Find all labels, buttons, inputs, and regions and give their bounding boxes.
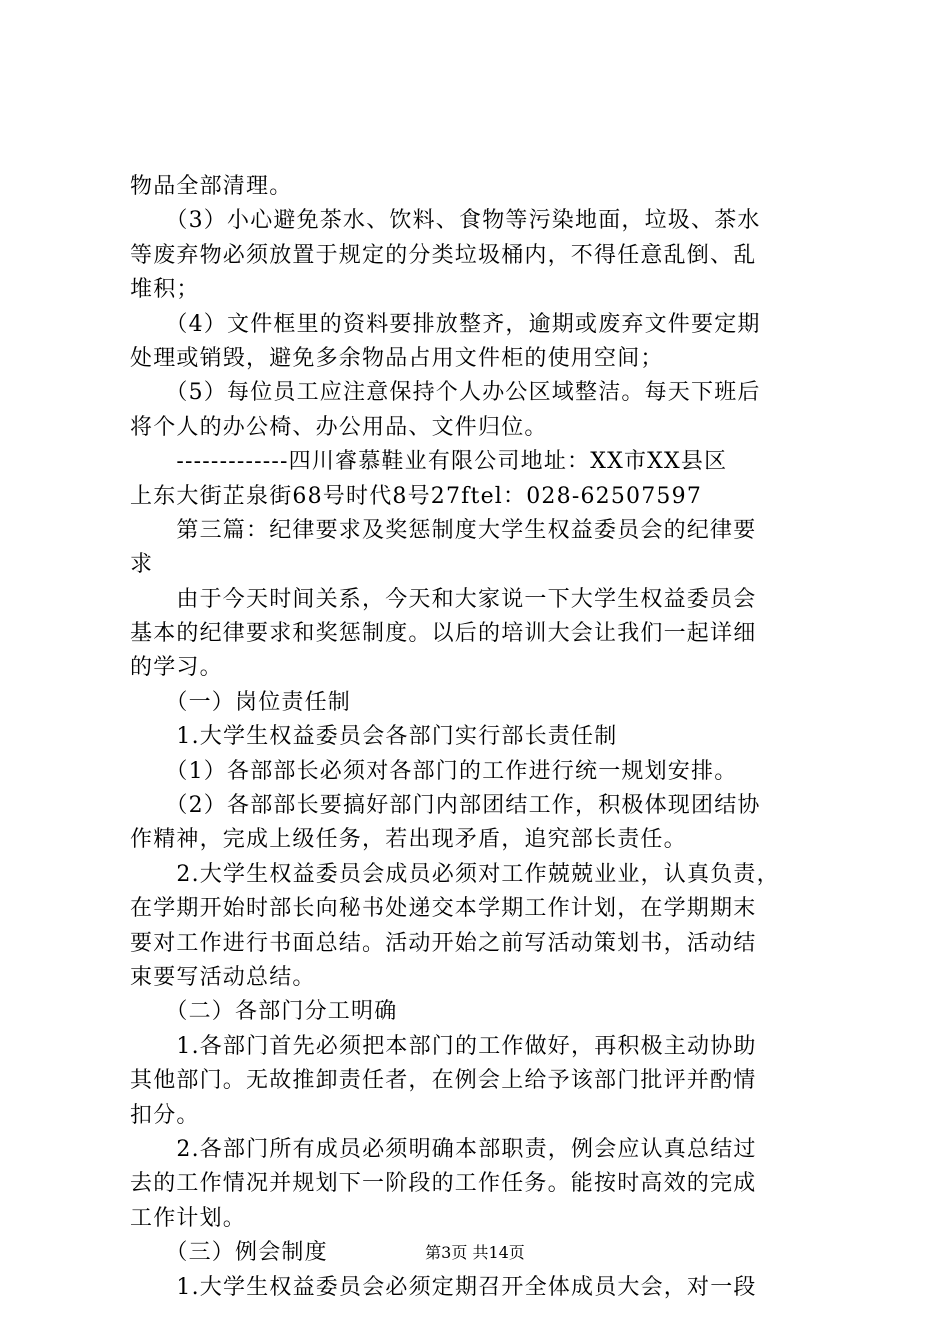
text-line: （三）例会制度 [130, 1240, 328, 1266]
text-line: 1.大学生权益委员会各部门实行部长责任制 [130, 724, 618, 750]
text-line: （4）文件框里的资料要排放整齐，逾期或废弃文件要定期 [130, 311, 761, 337]
text-line: 1.各部门首先必须把本部门的工作做好，再积极主动协助 [130, 1033, 757, 1059]
text-line: 求 [130, 552, 154, 578]
text-line: 处理或销毁，避免多余物品占用文件柜的使用空间； [130, 345, 664, 371]
text-line: 去的工作情况并规划下一阶段的工作任务。能按时高效的完成 [130, 1171, 757, 1197]
text-line: （5）每位员工应注意保持个人办公区域整洁。每天下班后 [130, 380, 761, 406]
text-line: （2）各部部长要搞好部门内部团结工作，积极体现团结协 [130, 793, 761, 819]
text-line: 的学习。 [130, 655, 223, 681]
text-line: 束要写活动总结。 [130, 964, 316, 990]
page-footer: 第3页 共14页 [425, 1243, 525, 1262]
text-line: 扣分。 [130, 1102, 200, 1128]
text-line: （二）各部门分工明确 [130, 999, 398, 1025]
text-line: 第三篇：纪律要求及奖惩制度大学生权益委员会的纪律要 [130, 517, 757, 543]
text-line: 2.各部门所有成员必须明确本部职责，例会应认真总结过 [130, 1136, 757, 1162]
text-line: 在学期开始时部长向秘书处递交本学期工作计划，在学期期末 [130, 896, 757, 922]
text-line: 工作计划。 [130, 1205, 247, 1231]
text-line: 要对工作进行书面总结。活动开始之前写活动策划书，活动结 [130, 930, 757, 956]
text-line: 等废弃物必须放置于规定的分类垃圾桶内，不得任意乱倒、乱 [130, 242, 757, 268]
text-line: 物品全部清理。 [130, 174, 293, 199]
text-line: 其他部门。无故推卸责任者，在例会上给予该部门批评并酌情 [130, 1068, 757, 1094]
text-line: （一）岗位责任制 [130, 689, 352, 715]
document-body [130, 170, 830, 1305]
text-line: -------------四川睿慕鞋业有限公司地址：XX市XX县区 [130, 449, 728, 475]
text-line: 1.大学生权益委员会必须定期召开全体成员大会，对一段 [130, 1274, 757, 1300]
text-line: 基本的纪律要求和奖惩制度。以后的培训大会让我们一起详细 [130, 621, 757, 647]
text-line: 作精神，完成上级任务，若出现矛盾，追究部长责任。 [130, 827, 687, 853]
text-line: 将个人的办公椅、办公用品、文件归位。 [130, 414, 548, 440]
text-line: 上东大街芷泉街68号时代8号27ftel：028-62507597 [130, 483, 703, 509]
text-line: （1）各部部长必须对各部门的工作进行统一规划安排。 [130, 758, 738, 784]
text-line: 2.大学生权益委员会成员必须对工作兢兢业业，认真负责， [130, 861, 780, 887]
text-line: 由于今天时间关系，今天和大家说一下大学生权益委员会 [130, 586, 757, 612]
text-line: （3）小心避免茶水、饮料、食物等污染地面，垃圾、茶水 [130, 208, 761, 234]
text-line: 堆积； [130, 277, 200, 303]
